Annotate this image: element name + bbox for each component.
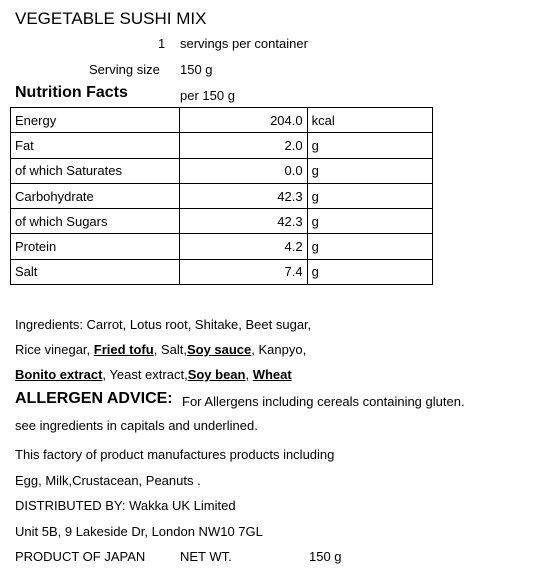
per-serving-label: per 150 g <box>180 88 235 103</box>
nutrient-name: Energy <box>11 108 180 133</box>
allergen-ingredient: Wheat <box>252 367 292 382</box>
servings-count: 1 <box>158 36 166 51</box>
nutrient-unit: g <box>307 183 432 208</box>
ingredients-line-3 <box>15 367 292 382</box>
nutrient-unit: g <box>307 259 432 284</box>
ingredients-line-2 <box>15 342 306 357</box>
serving-size-value: 150 g <box>180 62 213 77</box>
table-row <box>11 183 433 208</box>
nutrient-name: of which Sugars <box>11 209 180 234</box>
nutrient-value: 7.4 <box>180 259 307 284</box>
servings-label: servings per container <box>180 36 308 51</box>
nutrient-unit: kcal <box>307 108 432 133</box>
ingredient-text: , Yeast extract, <box>102 367 188 382</box>
table-row <box>11 158 433 183</box>
table-row <box>11 108 433 133</box>
table-row <box>11 259 433 284</box>
allergen-heading: ALLERGEN ADVICE: <box>15 390 173 407</box>
nutrient-unit: g <box>307 234 432 259</box>
table-row <box>11 209 433 234</box>
ingredient-text: , Salt, <box>153 342 187 357</box>
factory-line-2: Egg, Milk,Crustacean, Peanuts . <box>15 473 201 488</box>
nutrient-unit: g <box>307 158 432 183</box>
nutrition-facts-title: Nutrition Facts <box>15 84 128 101</box>
nutrient-name: of which Saturates <box>11 158 180 183</box>
nutrient-value: 4.2 <box>180 234 307 259</box>
serving-size-label: Serving size <box>89 62 160 77</box>
nutrient-value: 204.0 <box>180 108 307 133</box>
allergen-ingredient: Fried tofu <box>93 342 154 357</box>
factory-line-1: This factory of product manufactures products including <box>15 447 335 462</box>
net-weight-label: NET WT. <box>180 549 232 564</box>
nutrient-name: Salt <box>11 259 180 284</box>
table-row <box>11 133 433 158</box>
allergen-note: see ingredients in capitals and underlined. <box>15 418 258 433</box>
net-weight-value: 150 g <box>309 549 342 564</box>
nutrient-unit: g <box>307 133 432 158</box>
ingredient-text: Rice vinegar, <box>15 342 94 357</box>
allergen-text: For Allergens including cereals containing gluten. <box>182 394 465 409</box>
distributor-address: Unit 5B, 9 Lakeside Dr, London NW10 7GL <box>15 524 263 539</box>
distributor-line: DISTRIBUTED BY: Wakka UK Limited <box>15 498 236 513</box>
product-title: VEGETABLE SUSHI MIX <box>15 9 207 28</box>
nutrition-table <box>10 107 433 285</box>
ingredient-text: , Kanpyo, <box>251 342 307 357</box>
nutrient-value: 42.3 <box>180 183 307 208</box>
allergen-ingredient: Soy sauce <box>186 342 252 357</box>
ingredient-text: , <box>245 367 253 382</box>
nutrient-value: 0.0 <box>180 158 307 183</box>
nutrient-name: Protein <box>11 234 180 259</box>
nutrient-name: Fat <box>11 133 180 158</box>
country-of-origin: PRODUCT OF JAPAN <box>15 549 146 564</box>
table-row <box>11 234 433 259</box>
ingredients-line-1: Ingredients: Carrot, Lotus root, Shitake, Beet sugar, <box>15 317 312 332</box>
nutrient-value: 42.3 <box>180 209 307 234</box>
allergen-ingredient: Bonito extract <box>15 367 103 382</box>
nutrient-unit: g <box>307 209 432 234</box>
nutrient-name: Carbohydrate <box>11 183 180 208</box>
nutrient-value: 2.0 <box>180 133 307 158</box>
allergen-ingredient: Soy bean <box>187 367 246 382</box>
